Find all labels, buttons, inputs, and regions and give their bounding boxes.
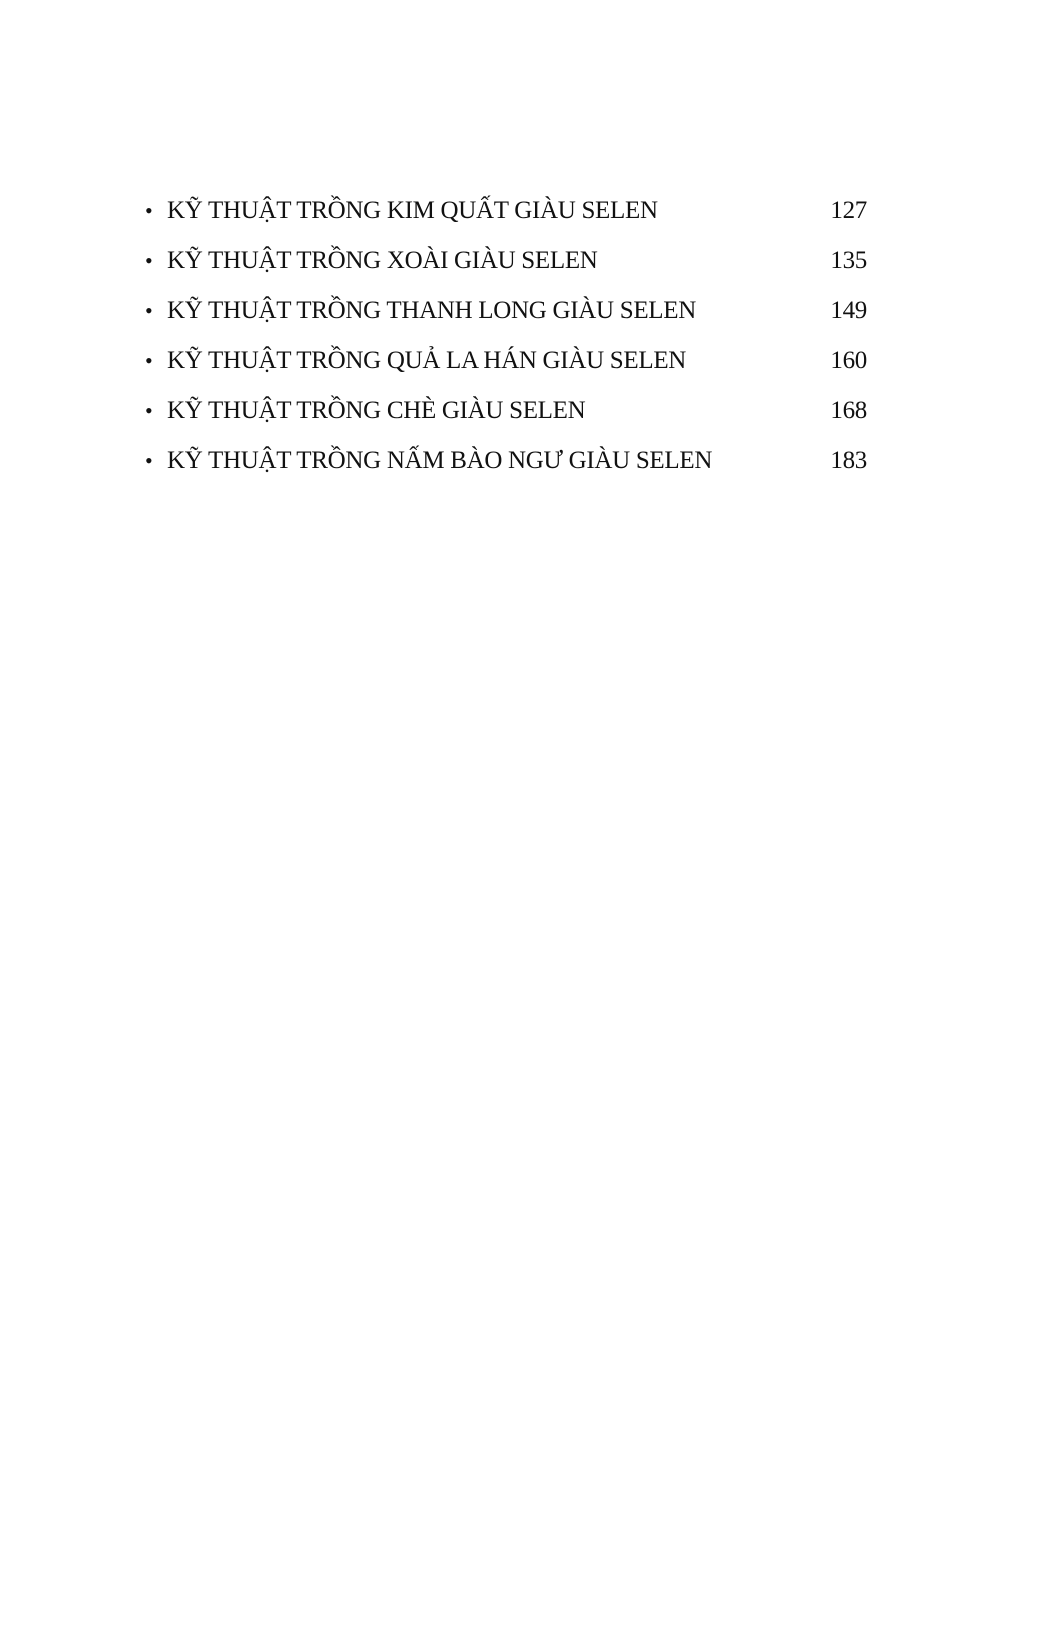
toc-entry [145, 336, 867, 386]
toc-entry-page-number: 160 [830, 347, 867, 374]
toc-entry-title: KỸ THUẬT TRỒNG QUẢ LA HÁN GIÀU SELEN [167, 347, 687, 374]
toc-entry [145, 436, 867, 486]
toc-entry [145, 286, 867, 336]
toc-entry [145, 386, 867, 436]
toc-entry-title: KỸ THUẬT TRỒNG CHÈ GIÀU SELEN [167, 397, 586, 424]
toc-entry-title: KỸ THUẬT TRỒNG THANH LONG GIÀU SELEN [167, 297, 696, 324]
toc-entry-page-number: 183 [830, 447, 867, 474]
bullet-icon: • [145, 448, 153, 473]
toc-entry-page-number: 168 [830, 397, 867, 424]
bullet-icon: • [145, 398, 153, 423]
bullet-icon: • [145, 348, 153, 373]
toc-entry-page-number: 149 [830, 297, 867, 324]
toc-entry-title: KỸ THUẬT TRỒNG KIM QUẤT GIÀU SELEN [167, 197, 658, 224]
toc-entry [145, 236, 867, 286]
toc-entry-page-number: 135 [830, 247, 867, 274]
bullet-icon: • [145, 248, 153, 273]
toc-entry-page-number: 127 [830, 197, 867, 224]
toc-entry [145, 186, 867, 236]
bullet-icon: • [145, 298, 153, 323]
toc-entry-title: KỸ THUẬT TRỒNG NẤM BÀO NGƯ GIÀU SELEN [167, 447, 713, 474]
toc-entry-title: KỸ THUẬT TRỒNG XOÀI GIÀU SELEN [167, 247, 598, 274]
toc-list [145, 186, 867, 486]
bullet-icon: • [145, 198, 153, 223]
